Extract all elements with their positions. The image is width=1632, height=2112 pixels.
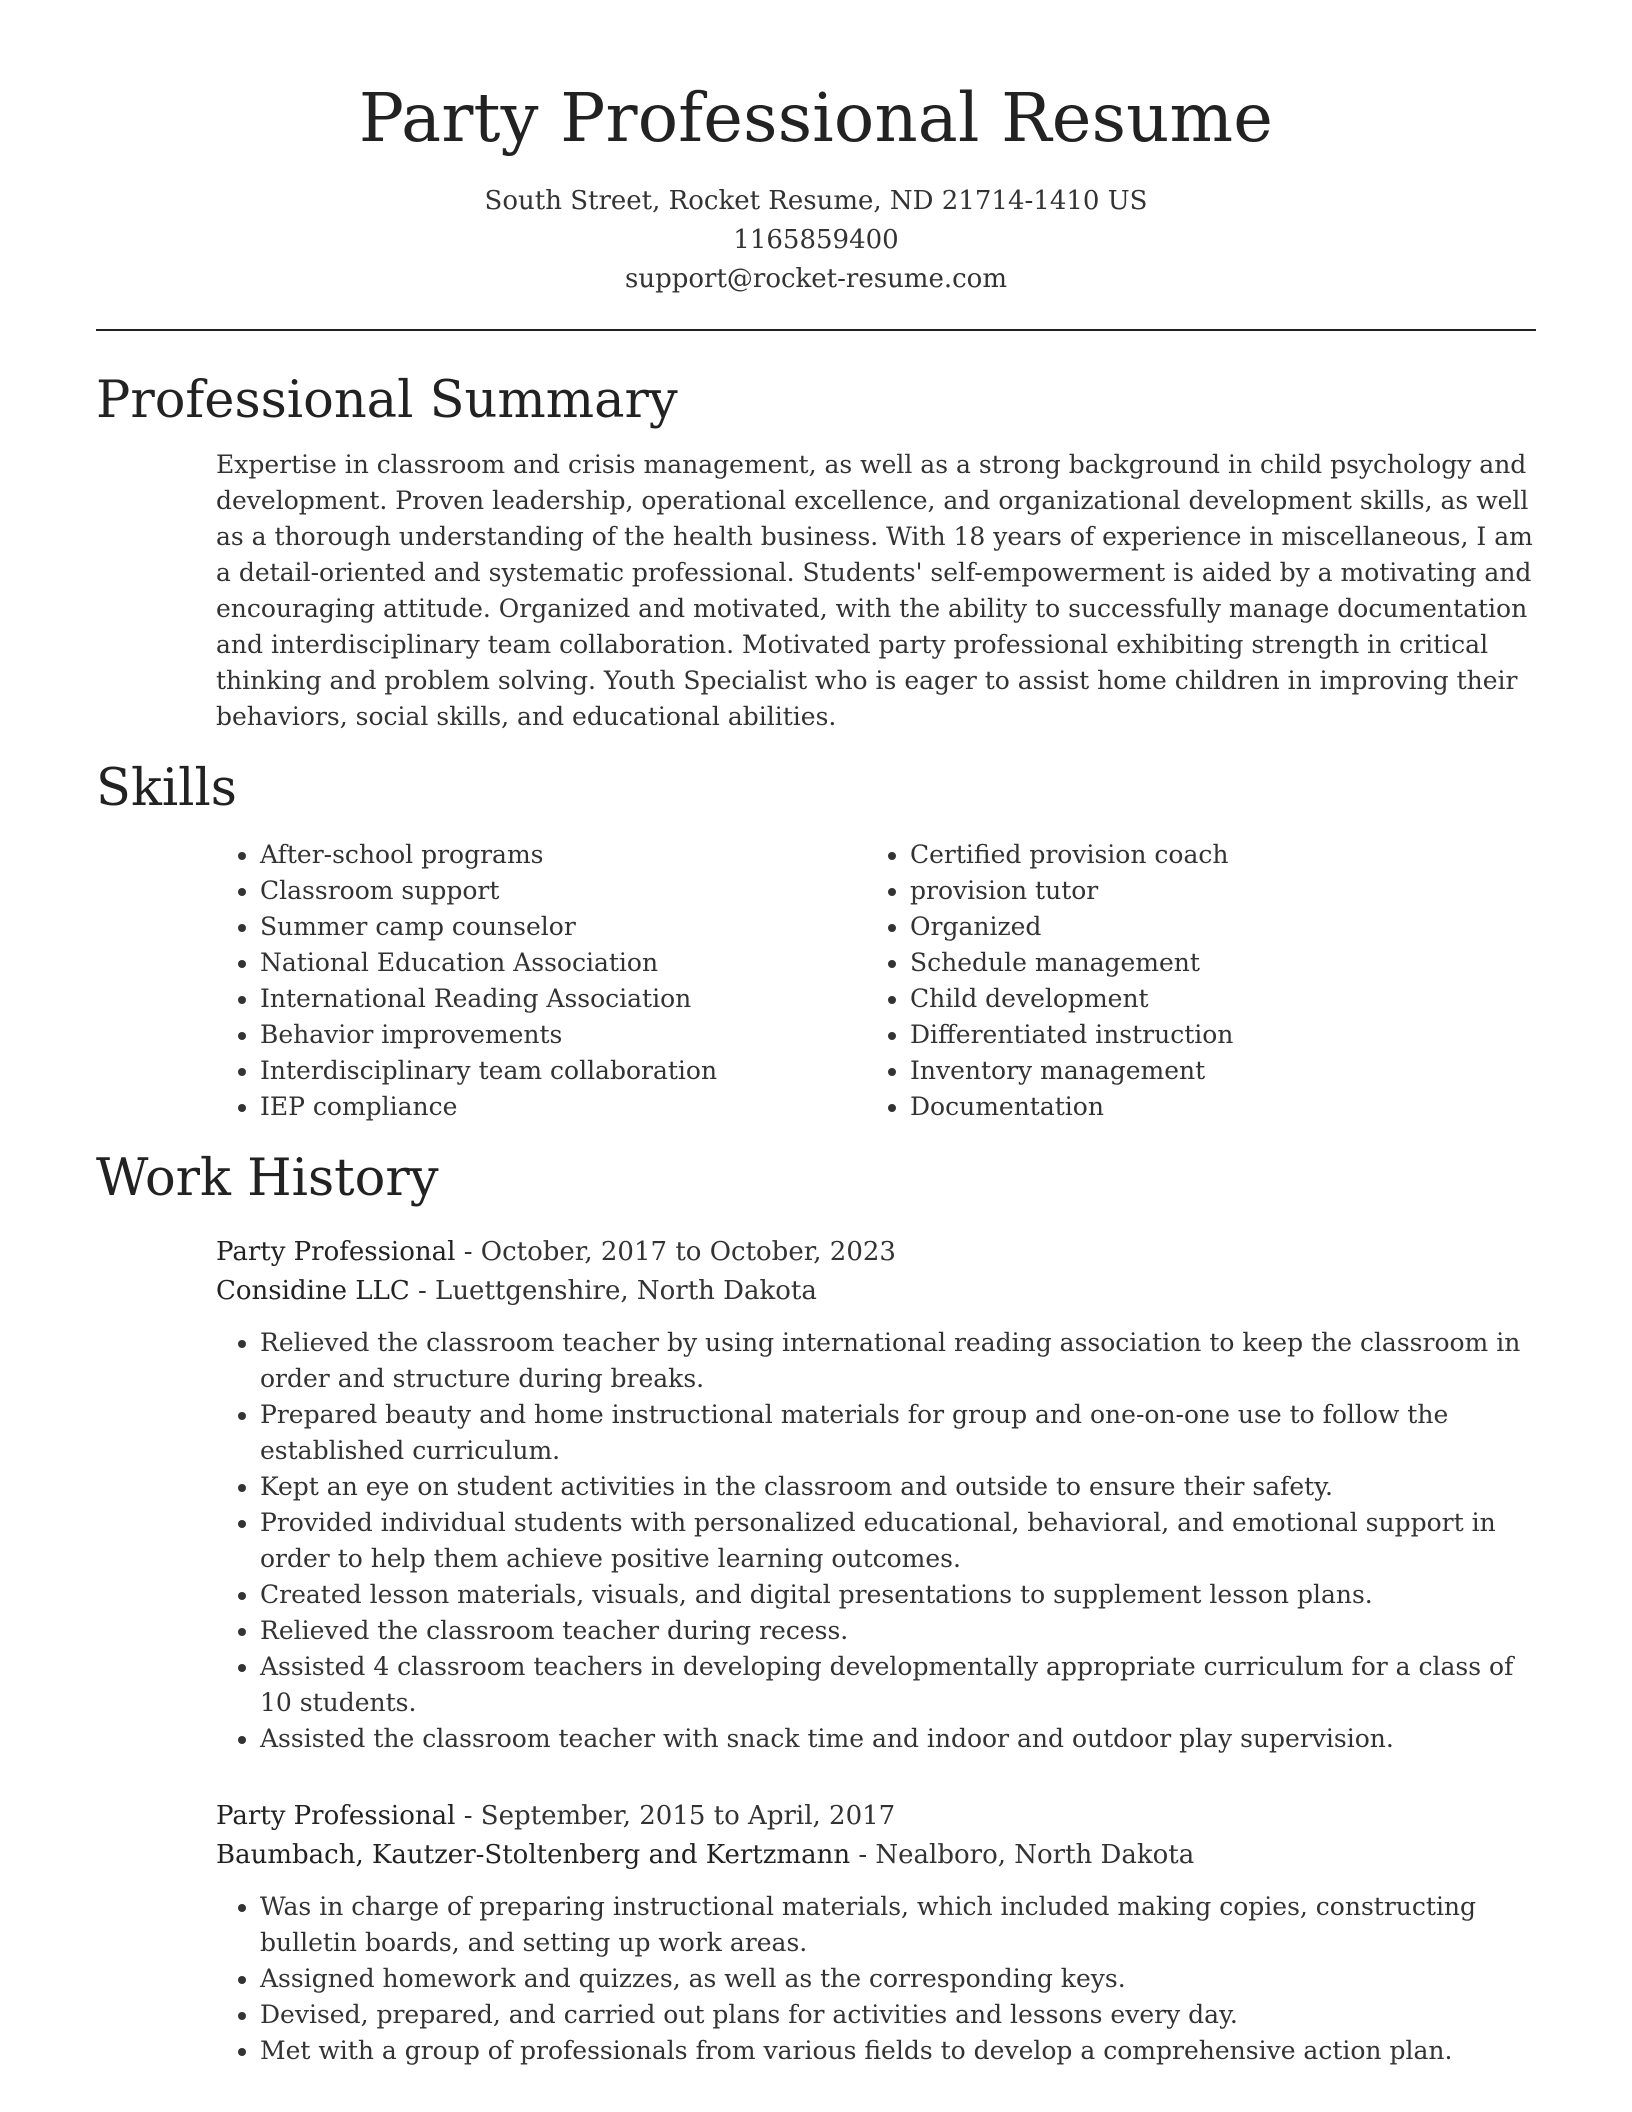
skill-item: • Behavior improvements <box>260 1017 866 1053</box>
job-bullet: • Assigned homework and quizzes, as well as the corresponding keys. <box>260 1961 1536 1997</box>
skill-item: • International Reading Association <box>260 981 866 1017</box>
skill-item: • Organized <box>910 909 1516 945</box>
job-bullet: • Assisted the classroom teacher with snack time and indoor and outdoor play supervision. <box>260 1721 1536 1757</box>
skill-item: • Classroom support <box>260 873 866 909</box>
resume-page <box>96 0 1536 2069</box>
skills-column-right <box>866 837 1516 1125</box>
summary-text: Expertise in classroom and crisis management, as well as a strong background in child psychology and development. Proven leadership, operational excellence, and organizational development skills, as well as a thorough understanding of the health business. With 18 years of experience in miscellaneous, I am a detail-oriented and systematic professional. Students' self-empowerment is aided by a motivating and encouraging attitude. Organized and motivated, with the ability to successfully manage documentation and interdisciplinary team collaboration. Motivated party professional exhibiting strength in critical thinking and problem solving. Youth Specialist who is eager to assist home children in improving their behaviors, social skills, and educational abilities. <box>216 449 1533 731</box>
job-title-line <box>216 1233 1536 1272</box>
job-title-line <box>216 1797 1536 1836</box>
skill-item: • After-school programs <box>260 837 866 873</box>
skills-heading: Skills <box>96 758 237 818</box>
skill-item: • Child development <box>910 981 1516 1017</box>
skills-column-left <box>216 837 866 1125</box>
job-bullets <box>216 1889 1536 2069</box>
skill-item: • Differentiated instruction <box>910 1017 1516 1053</box>
resume-header <box>96 0 1536 299</box>
job-bullet: • Prepared beauty and home instructional materials for group and one-on-one use to follow the established curriculum. <box>260 1397 1536 1469</box>
company-name: Considine LLC <box>216 1275 410 1306</box>
job-bullet: • Relieved the classroom teacher by using international reading association to keep the classroom in order and structure during breaks. <box>260 1325 1536 1397</box>
job-location: - Nealboro, North Dakota <box>850 1839 1195 1870</box>
skill-item: • National Education Association <box>260 945 866 981</box>
skill-item: • provision tutor <box>910 873 1516 909</box>
skill-item: • Summer camp counselor <box>260 909 866 945</box>
summary-heading: Professional Summary <box>96 370 678 430</box>
job-bullet: • Was in charge of preparing instructional materials, which included making copies, constructing bulletin boards, and setting up work areas. <box>260 1889 1536 1961</box>
phone-number: 1165859400 <box>733 224 899 255</box>
work-history-heading: Work History <box>96 1148 439 1208</box>
job-company-line <box>216 1836 1536 1875</box>
job-dates: - September, 2015 to April, 2017 <box>455 1800 896 1831</box>
email-address: support@rocket-resume.com <box>624 263 1007 294</box>
contact-block <box>96 182 1536 299</box>
job-bullet: • Provided individual students with personalized educational, behavioral, and emotional support in order to help them achieve positive learning outcomes. <box>260 1505 1536 1577</box>
candidate-name: Party Professional Resume <box>358 79 1274 157</box>
job-entry <box>216 1233 1536 1757</box>
job-bullet: • Met with a group of professionals from various fields to develop a comprehensive action plan. <box>260 2033 1536 2069</box>
skill-item: • Schedule management <box>910 945 1516 981</box>
skills-list <box>216 837 1536 1125</box>
address-line: South Street, Rocket Resume, ND 21714-1410 US <box>484 185 1148 216</box>
header-divider <box>96 329 1536 331</box>
job-location: - Luettgenshire, North Dakota <box>409 1275 817 1306</box>
skill-item: • Inventory management <box>910 1053 1516 1089</box>
job-bullet: • Devised, prepared, and carried out plans for activities and lessons every day. <box>260 1997 1536 2033</box>
job-title: Party Professional <box>216 1800 456 1831</box>
job-title: Party Professional <box>216 1236 456 1267</box>
job-bullet: • Created lesson materials, visuals, and digital presentations to supplement lesson plans. <box>260 1577 1536 1613</box>
job-bullets <box>216 1325 1536 1757</box>
skill-item: • Certified provision coach <box>910 837 1516 873</box>
job-company-line <box>216 1272 1536 1311</box>
company-name: Baumbach, Kautzer-Stoltenberg and Kertzmann <box>216 1839 851 1870</box>
job-entry <box>216 1797 1536 2069</box>
job-bullet: • Assisted 4 classroom teachers in developing developmentally appropriate curriculum for a class of 10 students. <box>260 1649 1536 1721</box>
skill-item: • IEP compliance <box>260 1089 866 1125</box>
job-dates: - October, 2017 to October, 2023 <box>455 1236 896 1267</box>
skill-item: • Interdisciplinary team collaboration <box>260 1053 866 1089</box>
skill-item: • Documentation <box>910 1089 1516 1125</box>
job-bullet: • Relieved the classroom teacher during recess. <box>260 1613 1536 1649</box>
job-bullet: • Kept an eye on student activities in the classroom and outside to ensure their safety. <box>260 1469 1536 1505</box>
